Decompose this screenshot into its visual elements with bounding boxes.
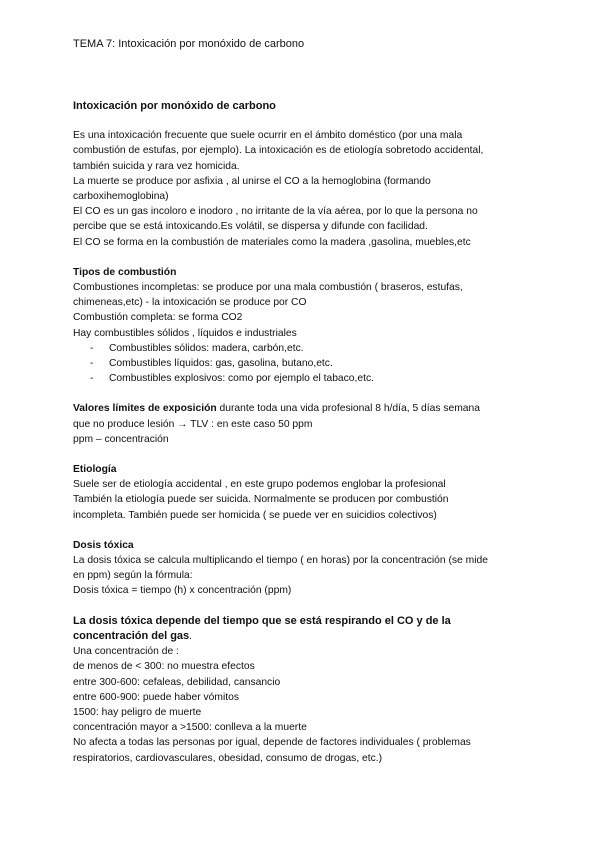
intro-paragraph <box>73 128 543 250</box>
text-line: Una concentración de : <box>73 646 179 658</box>
text-line: Dosis tóxica = tiempo (h) x concentración (ppm) <box>73 585 292 597</box>
text-line: incompleta. También puede ser homicida ( se puede ver en suicidios colectivos) <box>73 509 437 521</box>
text-line: También la etiología puede ser suicida. Normalmente se producen por combustión <box>73 494 449 506</box>
text-line: ppm – concentración <box>73 433 169 445</box>
inline-text: durante toda una vida profesional 8 h/día, 5 días semana <box>216 403 480 415</box>
section-heading-cont: concentración del gas <box>73 629 190 642</box>
text-line: chimeneas,etc) - la intoxicación se produce por CO <box>73 297 307 309</box>
section-heading: La dosis tóxica depende del tiempo que se está respirando el CO y de la <box>73 614 451 627</box>
section-heading: Etiología <box>73 464 117 476</box>
text-line: que no produce lesión → TLV : en este caso 50 ppm <box>73 418 313 430</box>
text-line: Hay combustibles sólidos , líquidos e industriales <box>73 327 297 339</box>
section-dosis-toxica <box>73 538 543 599</box>
text-line: respiratorios, cardiovasculares, obesidad, consumo de drogas, etc.) <box>73 752 383 764</box>
text-line: No afecta a todas las personas por igual, depende de factores individuales ( problemas <box>73 737 471 749</box>
intro-line: combustión de estufas, por ejemplo). La intoxicación es de etiología sobretodo accidental, <box>73 145 484 157</box>
text-line: en ppm) según la fórmula: <box>73 570 193 582</box>
section-tipos-combustion <box>73 265 543 387</box>
page-header: TEMA 7: Intoxicación por monóxido de carbono <box>73 38 305 50</box>
text-line: concentración mayor a >1500: conlleva a la muerte <box>73 722 307 734</box>
text-line: Suele ser de etiología accidental , en este grupo podemos englobar la profesional <box>73 479 446 491</box>
intro-line: también suicida y rara vez homicida. <box>73 160 240 172</box>
text-line: entre 300-600: cefaleas, debilidad, cansancio <box>73 676 281 688</box>
section-heading: Valores límites de exposición <box>73 403 217 415</box>
text-line: Combustiones incompletas: se produce por una mala combustión ( braseros, estufas, <box>73 282 463 294</box>
section-valores-limites <box>73 401 543 447</box>
intro-line: percibe que se está intoxicando.Es volátil, se dispersa y difunde con facilidad. <box>73 221 428 233</box>
heading-period: . <box>189 630 193 642</box>
text-line: Combustión completa: se forma CO2 <box>73 312 243 324</box>
combustibles-list <box>73 341 543 387</box>
intro-line: carboxihemoglobina) <box>73 191 169 203</box>
text-line <box>73 629 543 644</box>
text-line: 1500: hay peligro de muerte <box>73 706 202 718</box>
document-body <box>73 99 543 766</box>
text-line: de menos de < 300: no muestra efectos <box>73 661 255 673</box>
section-dependencia <box>73 614 543 766</box>
section-heading: Dosis tóxica <box>73 539 134 551</box>
text-line: entre 600-900: puede haber vómitos <box>73 691 240 703</box>
list-item: - Combustibles sólidos: madera, carbón,etc. <box>73 341 543 356</box>
list-item: - Combustibles explosivos: como por ejemplo el tabaco,etc. <box>73 371 543 386</box>
document-title: Intoxicación por monóxido de carbono <box>73 100 276 112</box>
intro-line: El CO se forma en la combustión de materiales como la madera ,gasolina, muebles,etc <box>73 236 471 248</box>
section-heading: Tipos de combustión <box>73 266 177 278</box>
text-line: La dosis tóxica se calcula multiplicando el tiempo ( en horas) por la concentración (se mide <box>73 555 488 567</box>
text-line <box>73 401 543 416</box>
intro-line: La muerte se produce por asfixia , al unirse el CO a la hemoglobina (formando <box>73 175 431 187</box>
list-item: - Combustibles líquidos: gas, gasolina, butano,etc. <box>73 356 543 371</box>
intro-line: Es una intoxicación frecuente que suele ocurrir en el ámbito doméstico (por una mala <box>73 130 463 142</box>
intro-line: El CO es un gas incoloro e inodoro , no irritante de la vía aérea, por lo que la persona no <box>73 206 478 218</box>
section-etiologia <box>73 462 543 523</box>
